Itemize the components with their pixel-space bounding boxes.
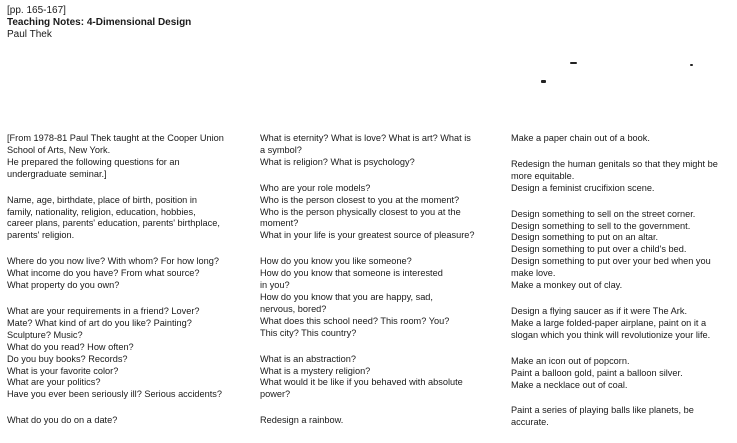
text-line: more equitable. bbox=[511, 170, 575, 181]
question-paragraph bbox=[511, 133, 737, 145]
scan-speck bbox=[570, 62, 577, 64]
text-line: Design something to sell to the government. bbox=[511, 220, 691, 231]
question-paragraph bbox=[7, 256, 243, 292]
text-line: make love. bbox=[511, 268, 556, 279]
text-line: Paint a series of playing balls like planets, be bbox=[511, 405, 694, 416]
text-line: Redesign a rainbow. bbox=[260, 415, 344, 426]
column-3 bbox=[511, 133, 737, 443]
text-line: What are your politics? bbox=[7, 377, 101, 388]
text-line: How do you know that someone is interested bbox=[260, 268, 443, 279]
text-line: What does this school need? This room? You? bbox=[260, 315, 450, 326]
question-paragraph bbox=[511, 405, 737, 429]
question-paragraph bbox=[7, 195, 243, 243]
text-line: Who is the person physically closest to you at the bbox=[260, 206, 461, 217]
document-header bbox=[7, 5, 191, 41]
text-line: undergraduate seminar.] bbox=[7, 168, 107, 179]
text-line: What is an abstraction? bbox=[260, 353, 357, 364]
text-line: Design a feminist crucifixion scene. bbox=[511, 182, 655, 193]
text-line: Make a paper chain out of a book. bbox=[511, 133, 650, 143]
text-line: Design a flying saucer as if it were The Ark. bbox=[511, 305, 688, 316]
text-line: Mate? What kind of art do you like? Painting? bbox=[7, 317, 192, 328]
text-line: What is a mystery religion? bbox=[260, 365, 371, 376]
question-paragraph bbox=[511, 209, 737, 292]
text-line: How do you know you like someone? bbox=[260, 256, 412, 267]
text-line: Where do you now live? With whom? For how long? bbox=[7, 256, 219, 267]
text-line: slogan which you think will revolutionize your life. bbox=[511, 329, 711, 340]
text-line: What is eternity? What is love? What is art? What is bbox=[260, 133, 471, 143]
question-paragraph bbox=[511, 159, 737, 195]
text-line: Make a large folded-paper airplane, paint on it a bbox=[511, 317, 707, 328]
question-paragraph bbox=[7, 415, 243, 427]
text-line: Make an icon out of popcorn. bbox=[511, 355, 630, 366]
text-line: Make a monkey out of clay. bbox=[511, 280, 623, 291]
text-line: What are your requirements in a friend? Lover? bbox=[7, 305, 200, 316]
question-paragraph bbox=[511, 306, 737, 342]
text-line: Design something to put over a child's bed. bbox=[511, 244, 687, 255]
text-line: What is your favorite color? bbox=[7, 365, 119, 376]
text-line: How do you know that you are happy, sad, bbox=[260, 291, 433, 302]
column-2 bbox=[260, 133, 496, 441]
text-line: What is religion? What is psychology? bbox=[260, 156, 415, 167]
text-line: accurate. bbox=[511, 417, 549, 428]
text-line: What would it be like if you behaved with absolute bbox=[260, 377, 463, 388]
text-line: Have you ever been seriously ill? Serious accidents? bbox=[7, 389, 223, 400]
scan-speck bbox=[690, 64, 693, 66]
text-line: Design something to sell on the street corner. bbox=[511, 208, 696, 219]
page-reference: [pp. 165-167] bbox=[7, 5, 66, 16]
text-line: power? bbox=[260, 389, 291, 400]
text-line: parents' religion. bbox=[7, 230, 75, 241]
text-line: What do you do on a date? bbox=[7, 415, 118, 426]
text-line: Name, age, birthdate, place of birth, position in bbox=[7, 194, 197, 205]
text-line: Paint a balloon gold, paint a balloon silver. bbox=[511, 367, 683, 378]
question-paragraph bbox=[260, 415, 496, 427]
scan-speck bbox=[541, 80, 546, 83]
question-paragraph bbox=[7, 306, 243, 401]
text-line: What do you read? How often? bbox=[7, 341, 134, 352]
question-paragraph bbox=[260, 354, 496, 402]
question-paragraph bbox=[260, 256, 496, 339]
text-line: [From 1978-81 Paul Thek taught at the Cooper Union bbox=[7, 133, 224, 143]
text-line: Who are your role models? bbox=[260, 182, 371, 193]
text-line: He prepared the following questions for an bbox=[7, 156, 180, 167]
text-line: This city? This country? bbox=[260, 327, 357, 338]
question-paragraph bbox=[260, 183, 496, 243]
text-line: What in your life is your greatest source of pleasure? bbox=[260, 230, 475, 241]
document-title: Teaching Notes: 4-Dimensional Design bbox=[7, 17, 192, 28]
text-line: Who is the person closest to you at the moment? bbox=[260, 194, 460, 205]
text-line: School of Arts, New York. bbox=[7, 144, 111, 155]
question-paragraph bbox=[511, 356, 737, 392]
text-line: Sculpture? Music? bbox=[7, 329, 83, 340]
text-line: Make a necklace out of coal. bbox=[511, 379, 628, 390]
text-line: a symbol? bbox=[260, 144, 302, 155]
text-line: family, nationality, religion, education, hobbies, bbox=[7, 206, 196, 217]
column-1 bbox=[7, 133, 243, 441]
text-line: What income do you have? From what source? bbox=[7, 268, 200, 279]
text-line: Redesign the human genitals so that they might be bbox=[511, 158, 718, 169]
text-line: Design something to put on an altar. bbox=[511, 232, 659, 243]
question-paragraph bbox=[7, 133, 243, 181]
text-line: Do you buy books? Records? bbox=[7, 353, 128, 364]
document-author: Paul Thek bbox=[7, 29, 52, 40]
text-line: What property do you own? bbox=[7, 280, 120, 291]
text-line: moment? bbox=[260, 218, 299, 229]
question-paragraph bbox=[260, 133, 496, 169]
text-line: career plans, parents' education, parents' birthplace, bbox=[7, 218, 220, 229]
text-line: in you? bbox=[260, 280, 290, 291]
text-line: nervous, bored? bbox=[260, 303, 327, 314]
text-line: Design something to put over your bed when you bbox=[511, 256, 711, 267]
